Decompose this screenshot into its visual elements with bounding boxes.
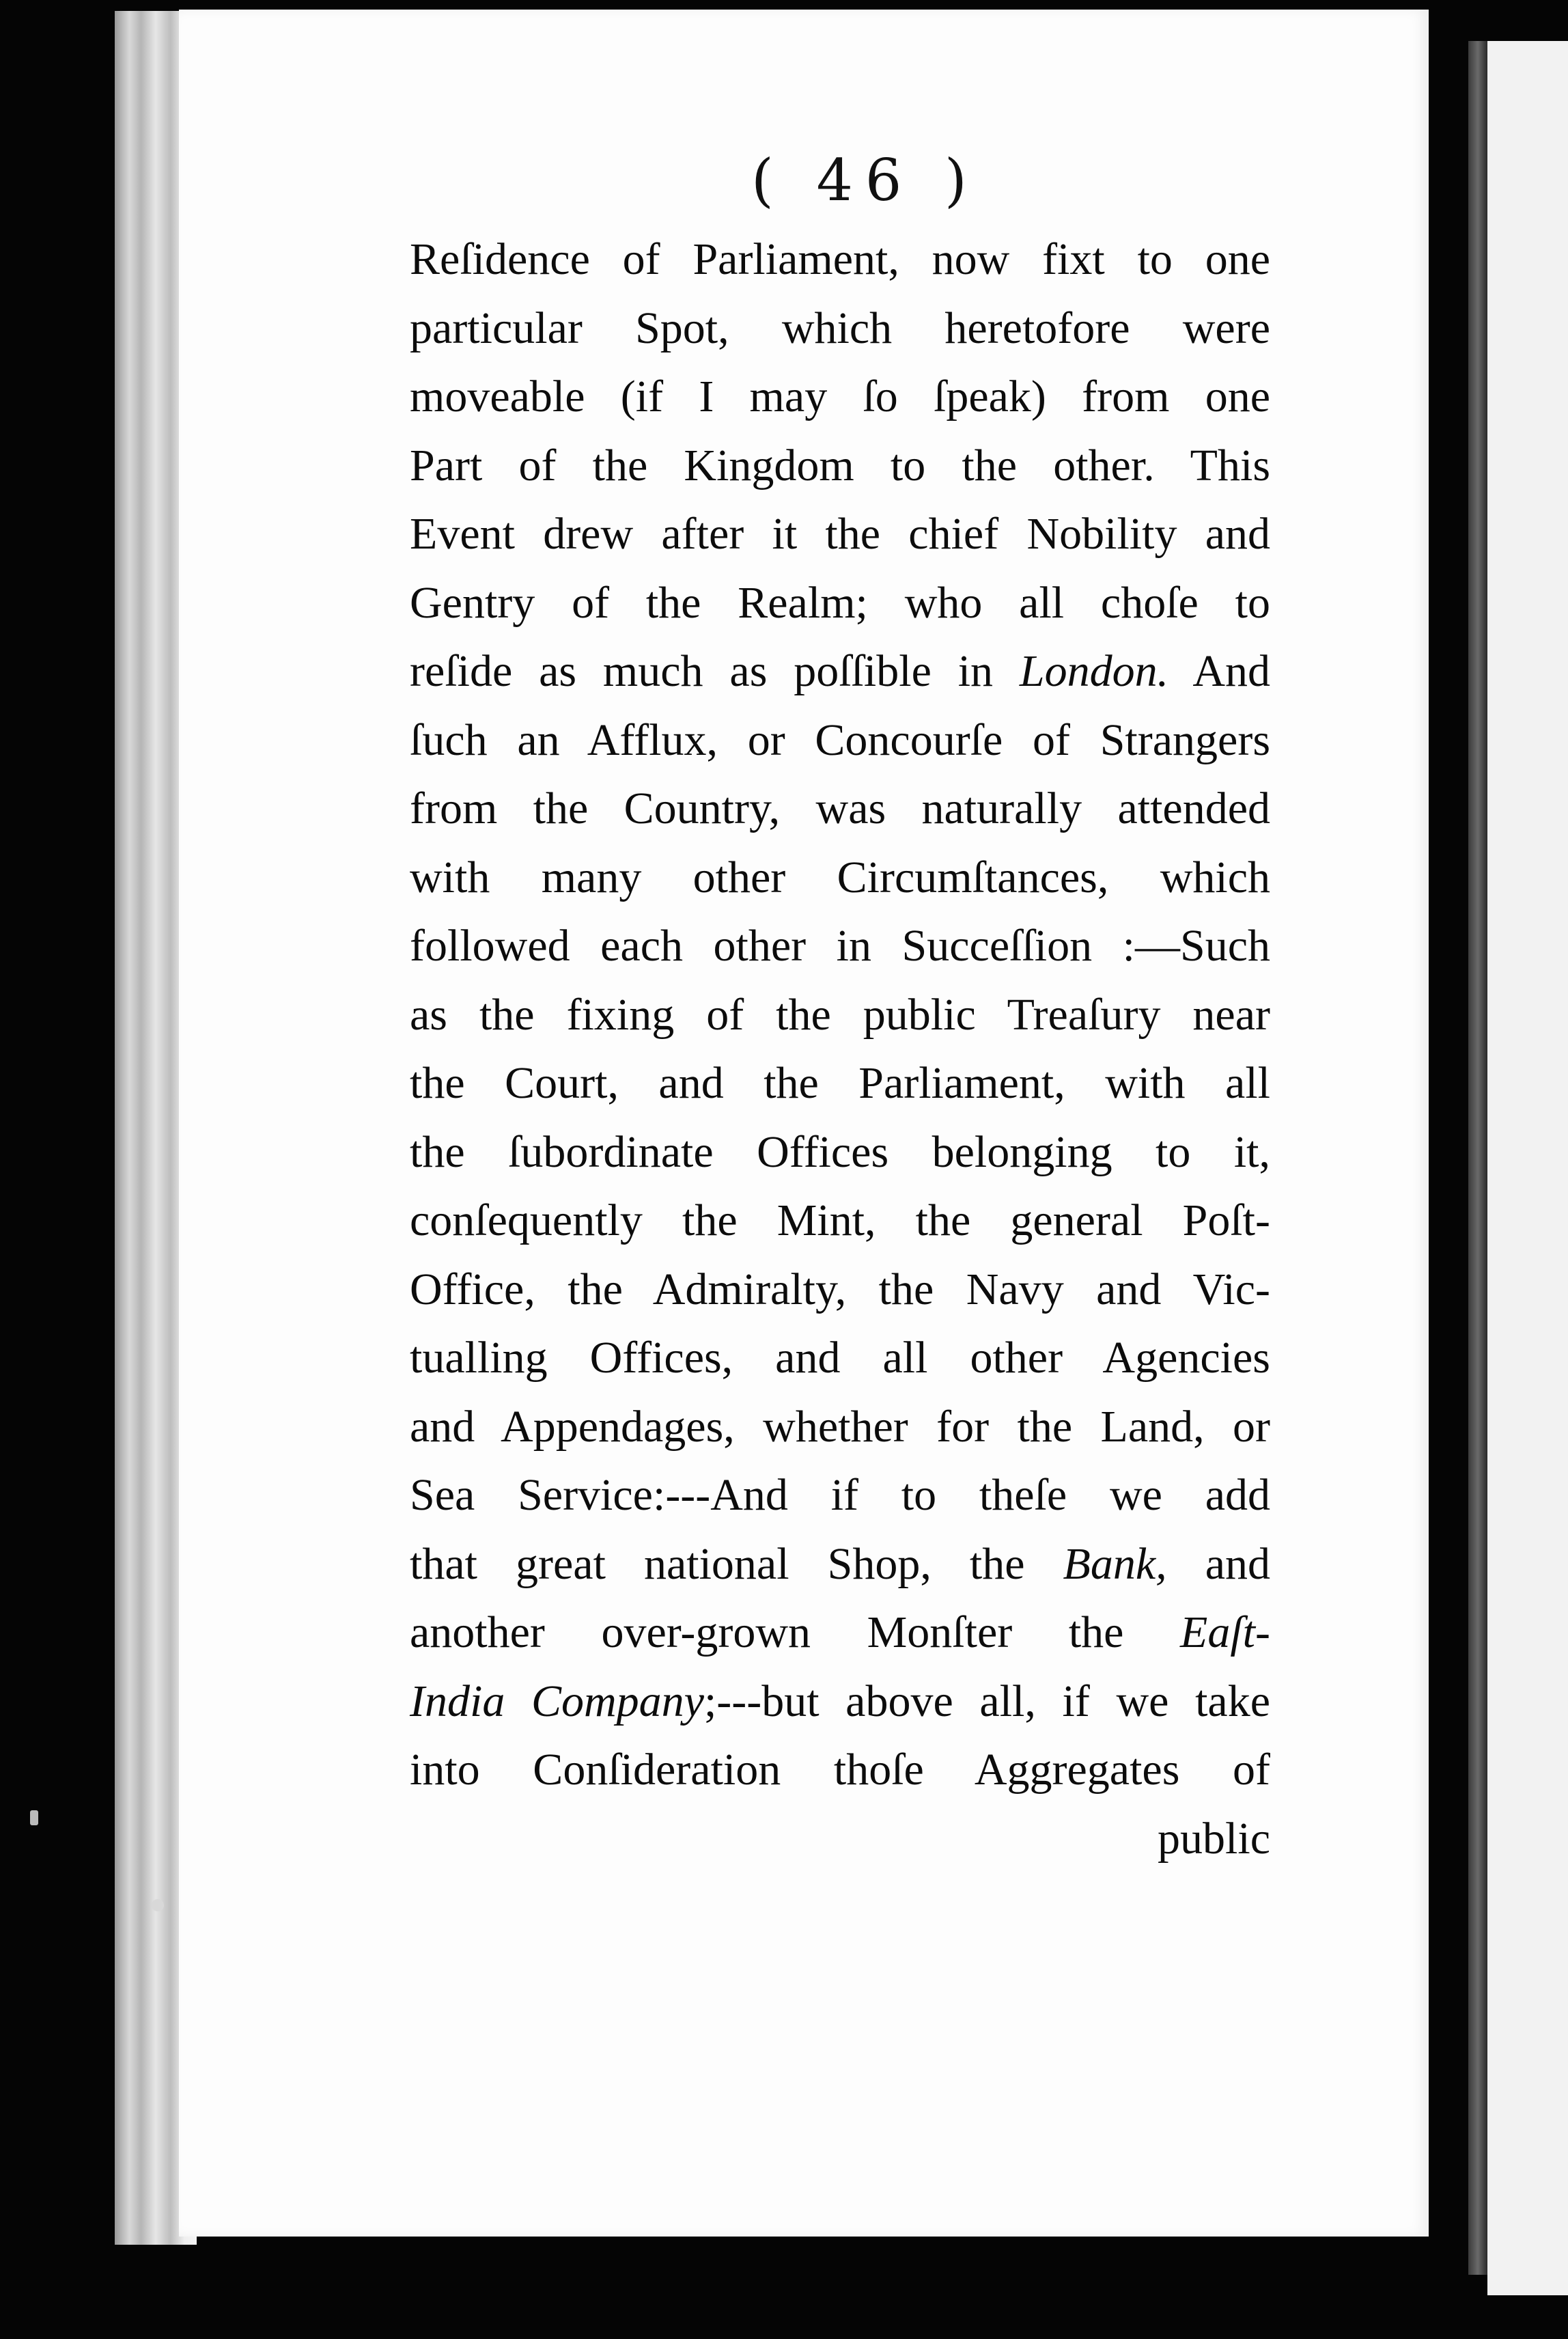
text-line: moveable (if I may ſo ſpeak) from one [410, 372, 1270, 421]
catchword: public [1158, 1813, 1270, 1864]
text-line: particular Spot, which heretofore were [410, 303, 1270, 353]
italic-india-company: India Company [410, 1676, 704, 1726]
text-line: and Appendages, whether for the Land, or [410, 1401, 1270, 1452]
text-line: conſequently the Mint, the general Poſt- [410, 1195, 1270, 1245]
text-line: India Company;---but above all, if we take [410, 1676, 1270, 1726]
binding-hole-mark [152, 1899, 164, 1911]
text-line: as the fixing of the public Treaſury near [410, 989, 1270, 1040]
text-line: Event drew after it the chief Nobility and [410, 509, 1270, 559]
italic-east: Eaſt- [1180, 1607, 1270, 1657]
italic-london: London. [1019, 646, 1169, 696]
text-line: Reſidence of Parliament, now fixt to one [410, 234, 1270, 284]
text-line: the ſubordinate Offices belonging to it, [410, 1126, 1270, 1177]
text-line: another over-grown Monſter the Eaſt- [410, 1607, 1270, 1657]
text-line: the Court, and the Parliament, with all [410, 1058, 1270, 1108]
text-line: Part of the Kingdom to the other. This [410, 440, 1270, 490]
text-line: with many other Circumſtances, which [410, 852, 1270, 902]
text-line: Office, the Admiralty, the Navy and Vic- [410, 1264, 1270, 1314]
text-line: ſuch an Afflux, or Concourſe of Strangers [410, 715, 1270, 765]
body-text [410, 225, 1270, 1873]
page-number: ( 46 ) [751, 147, 979, 214]
text-line: tualling Offices, and all other Agencies [410, 1333, 1270, 1383]
italic-bank: Bank, [1063, 1538, 1167, 1589]
facing-page-edge [1487, 41, 1568, 2295]
text-line: that great national Shop, the Bank, and [410, 1538, 1270, 1589]
text-line: Gentry of the Realm; who all choſe to [410, 577, 1270, 628]
text-line: from the Country, was naturally attended [410, 784, 1270, 833]
edge-mark [30, 1810, 38, 1825]
text-line: followed each other in Succeſſion :—Such [410, 921, 1270, 971]
gutter-shadow [1468, 41, 1487, 2275]
text-line: into Conſideration thoſe Aggregates of [410, 1745, 1270, 1795]
text-line: reſide as much as poſſible in London. And [410, 646, 1270, 696]
text-line: Sea Service:---And if to theſe we add [410, 1470, 1270, 1520]
